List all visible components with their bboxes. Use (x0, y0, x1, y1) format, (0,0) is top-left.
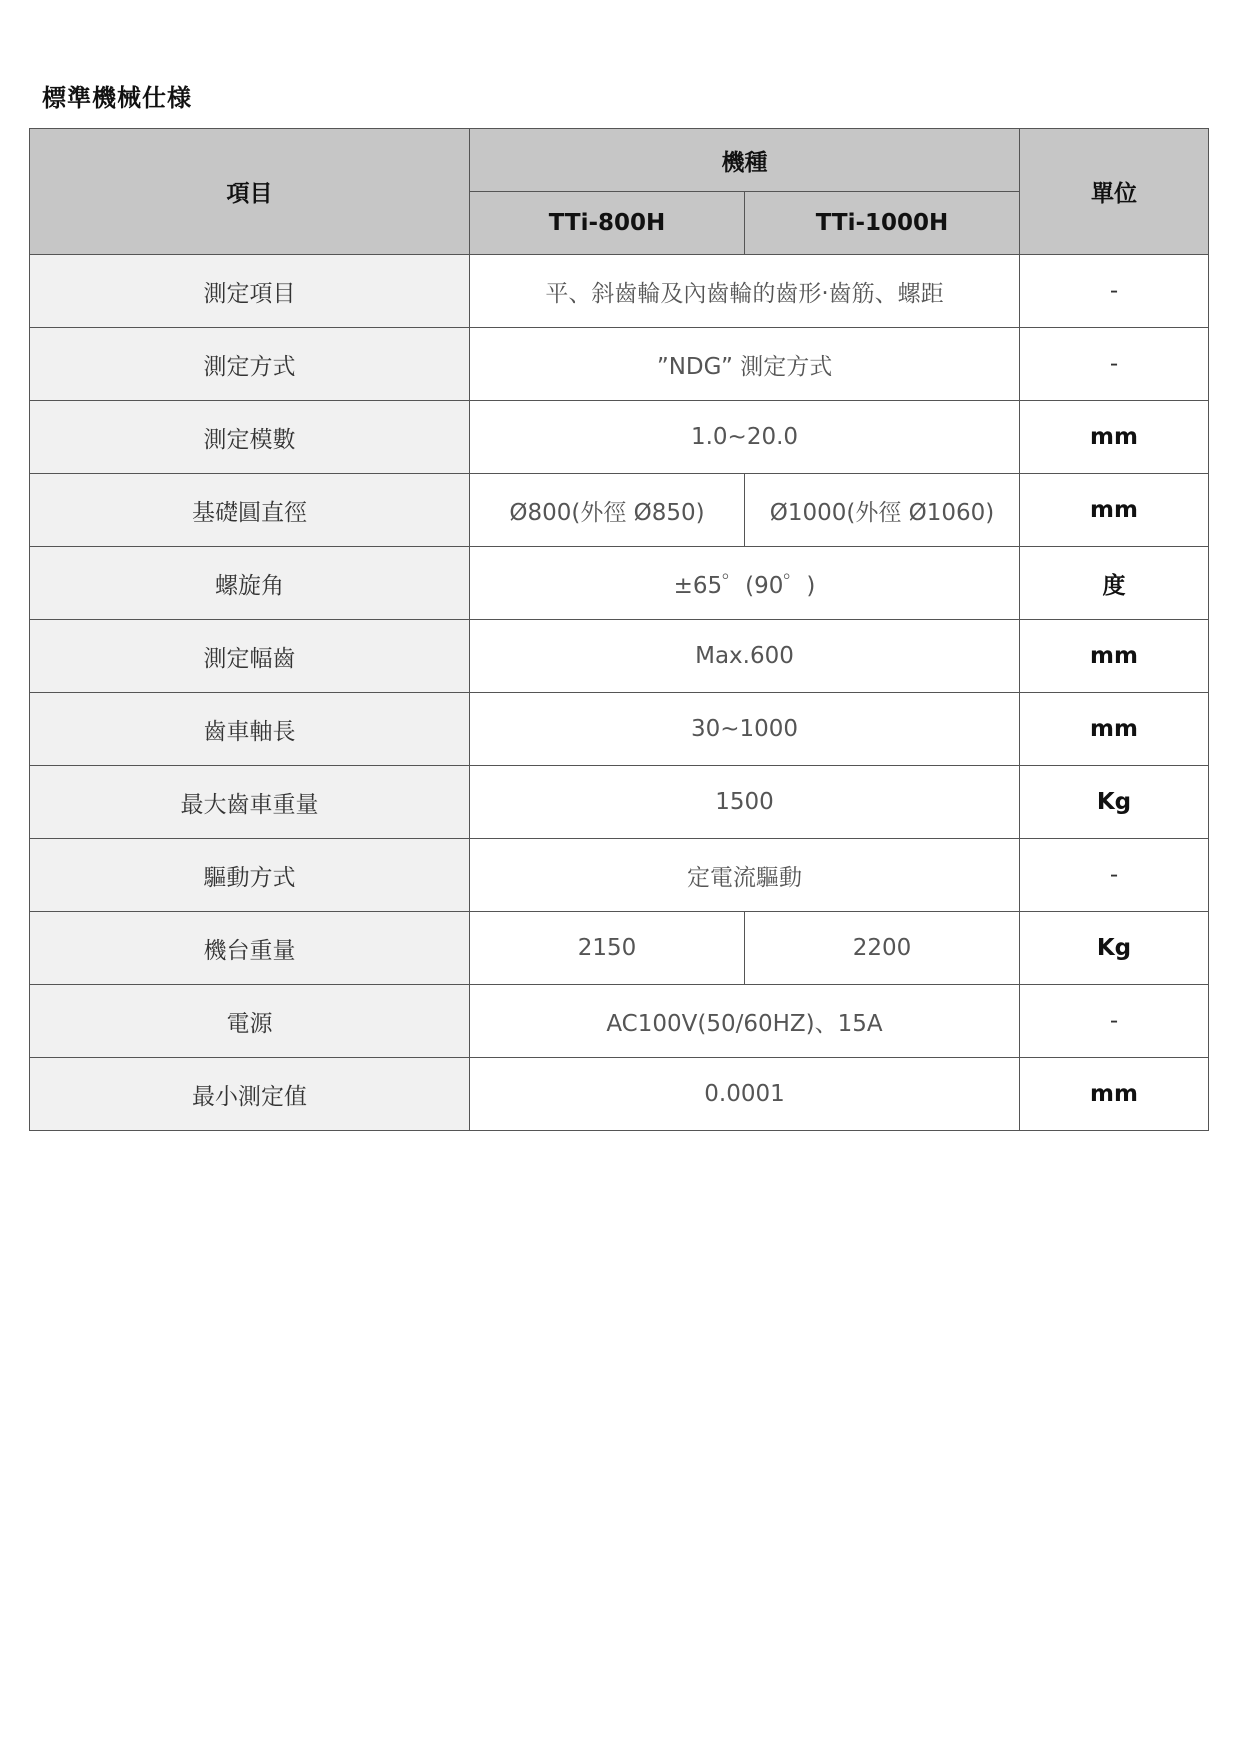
table-row (30, 547, 1209, 620)
table-row (30, 985, 1209, 1058)
row-unit: 度 (1020, 547, 1209, 620)
row-value: 1500 (470, 766, 1020, 839)
table-row (30, 1058, 1209, 1131)
row-value: ”NDG” 測定方式 (470, 328, 1020, 401)
header-model-b: TTi-1000H (745, 192, 1020, 255)
table-header-row (30, 129, 1209, 192)
table-row (30, 766, 1209, 839)
header-item: 項目 (30, 129, 470, 255)
row-unit: mm (1020, 693, 1209, 766)
row-label: 測定模數 (30, 401, 470, 474)
row-unit: - (1020, 328, 1209, 401)
row-label: 最大齒車重量 (30, 766, 470, 839)
row-unit: - (1020, 255, 1209, 328)
row-value: 平、斜齒輪及內齒輪的齒形‧齒筋、螺距 (470, 255, 1020, 328)
row-unit: - (1020, 839, 1209, 912)
row-value: 定電流驅動 (470, 839, 1020, 912)
page-title: 標準機械仕様 (42, 84, 192, 112)
row-value-model-b: 2200 (745, 912, 1020, 985)
header-unit: 單位 (1020, 129, 1209, 255)
header-model-a: TTi-800H (470, 192, 745, 255)
row-label: 螺旋角 (30, 547, 470, 620)
table-row (30, 693, 1209, 766)
row-value-model-b: Ø1000(外徑 Ø1060) (745, 474, 1020, 547)
row-label: 齒車軸長 (30, 693, 470, 766)
row-label: 最小測定值 (30, 1058, 470, 1131)
row-unit: - (1020, 985, 1209, 1058)
row-value: Max.600 (470, 620, 1020, 693)
row-unit: mm (1020, 1058, 1209, 1131)
table-row (30, 839, 1209, 912)
row-value: 0.0001 (470, 1058, 1020, 1131)
row-label: 測定方式 (30, 328, 470, 401)
row-unit: mm (1020, 474, 1209, 547)
table-row (30, 255, 1209, 328)
table-row (30, 912, 1209, 985)
row-value-model-a: Ø800(外徑 Ø850) (470, 474, 745, 547)
row-label: 測定項目 (30, 255, 470, 328)
row-value: 1.0~20.0 (470, 401, 1020, 474)
row-value-model-a: 2150 (470, 912, 745, 985)
table-row (30, 401, 1209, 474)
table-row (30, 328, 1209, 401)
header-model-group: 機種 (470, 129, 1020, 192)
row-value: ±65゜(90゜) (470, 547, 1020, 620)
row-unit: mm (1020, 620, 1209, 693)
row-label: 驅動方式 (30, 839, 470, 912)
row-label: 電源 (30, 985, 470, 1058)
row-unit: mm (1020, 401, 1209, 474)
row-label: 基礎圓直徑 (30, 474, 470, 547)
row-label: 機台重量 (30, 912, 470, 985)
row-value: 30~1000 (470, 693, 1020, 766)
table-row (30, 620, 1209, 693)
row-unit: Kg (1020, 766, 1209, 839)
row-value: AC100V(50/60HZ)、15A (470, 985, 1020, 1058)
row-label: 測定幅齒 (30, 620, 470, 693)
row-unit: Kg (1020, 912, 1209, 985)
spec-table (29, 128, 1209, 1131)
table-row (30, 474, 1209, 547)
